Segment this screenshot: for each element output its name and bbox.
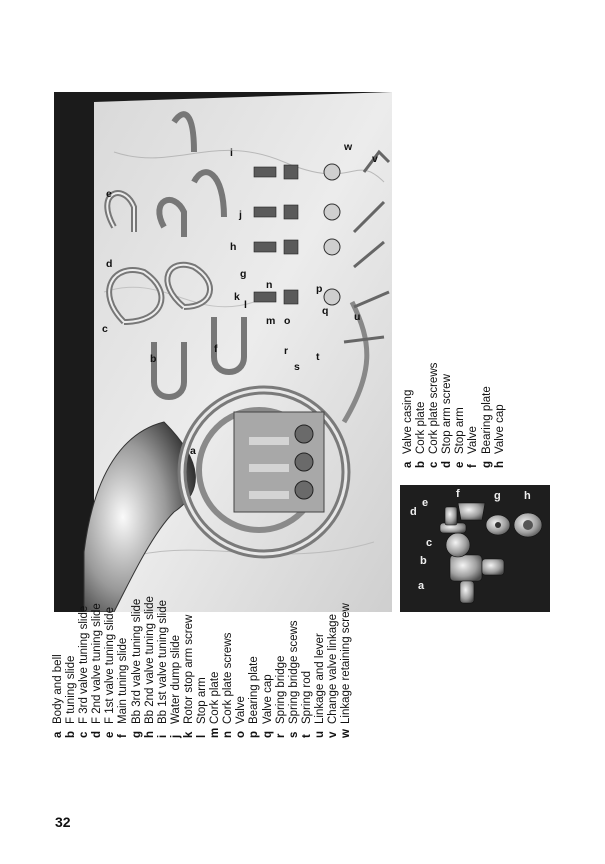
legend-text: Bb 2nd valve tuning slide bbox=[143, 596, 156, 724]
legend-text: F 3rd valve tuning slide bbox=[78, 605, 91, 724]
legend-key: h bbox=[493, 460, 506, 468]
legend-key: o bbox=[235, 730, 248, 738]
parts-legend bbox=[52, 596, 353, 738]
legend-key: m bbox=[209, 727, 222, 738]
legend-row bbox=[441, 363, 454, 468]
main-label-n: n bbox=[266, 279, 273, 291]
legend-key: q bbox=[261, 730, 274, 738]
legend-row bbox=[454, 363, 467, 468]
valve-legend bbox=[402, 363, 507, 468]
legend-row bbox=[196, 596, 209, 738]
legend-text: Linkage and lever bbox=[313, 633, 326, 724]
legend-key: v bbox=[326, 731, 339, 738]
main-label-i: i bbox=[230, 147, 233, 159]
legend-text: Cork plate bbox=[209, 671, 222, 724]
legend-row bbox=[301, 596, 314, 738]
legend-key: l bbox=[196, 734, 209, 738]
main-label-c: c bbox=[102, 323, 108, 335]
valve-label-g: g bbox=[494, 490, 501, 502]
legend-row bbox=[235, 596, 248, 738]
legend-key: f bbox=[467, 464, 480, 468]
legend-key: d bbox=[441, 460, 454, 468]
legend-key: h bbox=[143, 730, 156, 738]
legend-key: r bbox=[274, 733, 287, 738]
main-label-j: j bbox=[239, 209, 242, 221]
legend-key: g bbox=[480, 460, 493, 468]
legend-text: Valve bbox=[467, 426, 480, 454]
legend-key: d bbox=[91, 730, 104, 738]
valve-label-c: c bbox=[426, 537, 433, 549]
legend-key: c bbox=[428, 461, 441, 468]
legend-text: F 1st valve tuning slide bbox=[104, 607, 117, 724]
legend-key: e bbox=[104, 731, 117, 738]
legend-text: Stop arm bbox=[454, 407, 467, 454]
legend-text: Spring bridge scews bbox=[287, 620, 300, 724]
legend-key: n bbox=[222, 730, 235, 738]
legend-text: Valve bbox=[235, 696, 248, 724]
legend-text: F tuning slide bbox=[65, 655, 78, 724]
legend-text: Water dump slide bbox=[169, 634, 182, 724]
legend-key: f bbox=[117, 734, 130, 738]
main-label-k: k bbox=[234, 291, 240, 303]
legend-text: Main tuning slide bbox=[117, 637, 130, 724]
legend-row bbox=[481, 363, 494, 468]
legend-text: Spring rod bbox=[300, 670, 313, 724]
main-label-g: g bbox=[240, 268, 247, 280]
legend-text: Stop arm bbox=[196, 677, 209, 724]
legend-key: e bbox=[454, 461, 467, 468]
legend-text: Stop arm screw bbox=[441, 374, 454, 454]
legend-text: Valve cap bbox=[493, 404, 506, 454]
main-label-l: l bbox=[244, 299, 247, 311]
legend-key: s bbox=[287, 731, 300, 738]
legend-text: Cork plate screws bbox=[428, 362, 441, 454]
legend-row bbox=[494, 363, 507, 468]
legend-row bbox=[402, 363, 415, 468]
legend-row bbox=[52, 596, 65, 738]
main-label-w: w bbox=[344, 141, 353, 153]
legend-row bbox=[209, 596, 222, 738]
main-label-a: a bbox=[190, 445, 196, 457]
main-label-p: p bbox=[316, 283, 323, 295]
main-label-e: e bbox=[106, 188, 112, 200]
rotary-valve-photo bbox=[400, 485, 550, 612]
main-label-r: r bbox=[284, 345, 289, 357]
legend-text: F 2nd valve tuning slide bbox=[91, 603, 104, 724]
legend-text: Body and bell bbox=[52, 654, 64, 724]
legend-row bbox=[288, 596, 301, 738]
main-label-h: h bbox=[230, 241, 237, 253]
legend-key: c bbox=[78, 731, 91, 738]
legend-key: b bbox=[65, 730, 78, 738]
main-label-v: v bbox=[372, 153, 378, 165]
legend-row bbox=[340, 596, 353, 738]
legend-row bbox=[65, 596, 78, 738]
valve-label-a: a bbox=[418, 580, 425, 592]
legend-text: Cork plate bbox=[415, 401, 428, 454]
legend-key: g bbox=[130, 730, 143, 738]
main-label-t: t bbox=[316, 351, 320, 363]
legend-key: k bbox=[182, 731, 195, 738]
legend-text: Bb 3rd valve tuning slide bbox=[130, 598, 143, 724]
main-label-m: m bbox=[266, 315, 276, 327]
main-label-d: d bbox=[106, 258, 113, 270]
main-label-f: f bbox=[214, 343, 218, 355]
legend-row bbox=[222, 596, 235, 738]
legend-key: j bbox=[169, 734, 182, 738]
page-number: 32 bbox=[55, 814, 71, 830]
legend-text: Change valve linkage bbox=[326, 614, 339, 724]
legend-key: w bbox=[340, 729, 353, 738]
legend-key: p bbox=[248, 730, 261, 738]
legend-row bbox=[183, 596, 196, 738]
main-label-s: s bbox=[294, 361, 300, 373]
legend-text: Spring bridge bbox=[274, 655, 287, 724]
legend-text: Bearing plate bbox=[480, 386, 493, 454]
legend-row bbox=[91, 596, 104, 738]
valve-label-d: d bbox=[410, 506, 417, 518]
valve-label-f: f bbox=[456, 488, 460, 500]
legend-key: b bbox=[415, 460, 428, 468]
legend-key: t bbox=[300, 734, 313, 738]
legend-row bbox=[248, 596, 261, 738]
main-label-b: b bbox=[150, 353, 157, 365]
valve-label-e: e bbox=[422, 497, 429, 509]
legend-row bbox=[314, 596, 327, 738]
legend-key: i bbox=[156, 734, 169, 738]
horn-parts-photo bbox=[54, 92, 392, 612]
legend-text: Valve cap bbox=[261, 674, 274, 724]
legend-text: Valve casing bbox=[402, 389, 414, 454]
valve-label-h: h bbox=[524, 490, 531, 502]
legend-row bbox=[275, 596, 288, 738]
legend-row bbox=[117, 596, 130, 738]
legend-text: Cork plate screws bbox=[222, 632, 235, 724]
legend-row bbox=[157, 596, 170, 738]
legend-row bbox=[428, 363, 441, 468]
legend-row bbox=[415, 363, 428, 468]
legend-row bbox=[170, 596, 183, 738]
legend-row bbox=[131, 596, 144, 738]
valve-label-b: b bbox=[420, 555, 427, 567]
legend-key: a bbox=[402, 461, 414, 468]
legend-text: Bb 1st valve tuning slide bbox=[156, 599, 169, 724]
main-label-u: u bbox=[354, 311, 361, 323]
legend-text: Rotor stop arm screw bbox=[182, 614, 195, 724]
legend-row bbox=[467, 363, 480, 468]
legend-row bbox=[262, 596, 275, 738]
main-label-q: q bbox=[322, 305, 329, 317]
legend-text: Bearing plate bbox=[248, 656, 261, 724]
legend-text: Linkage retaining screw bbox=[340, 603, 353, 724]
legend-row bbox=[78, 596, 91, 738]
main-label-o: o bbox=[284, 315, 291, 327]
legend-row bbox=[327, 596, 340, 738]
legend-row bbox=[144, 596, 157, 738]
legend-row bbox=[104, 596, 117, 738]
legend-key: u bbox=[313, 730, 326, 738]
legend-key: a bbox=[52, 731, 64, 738]
